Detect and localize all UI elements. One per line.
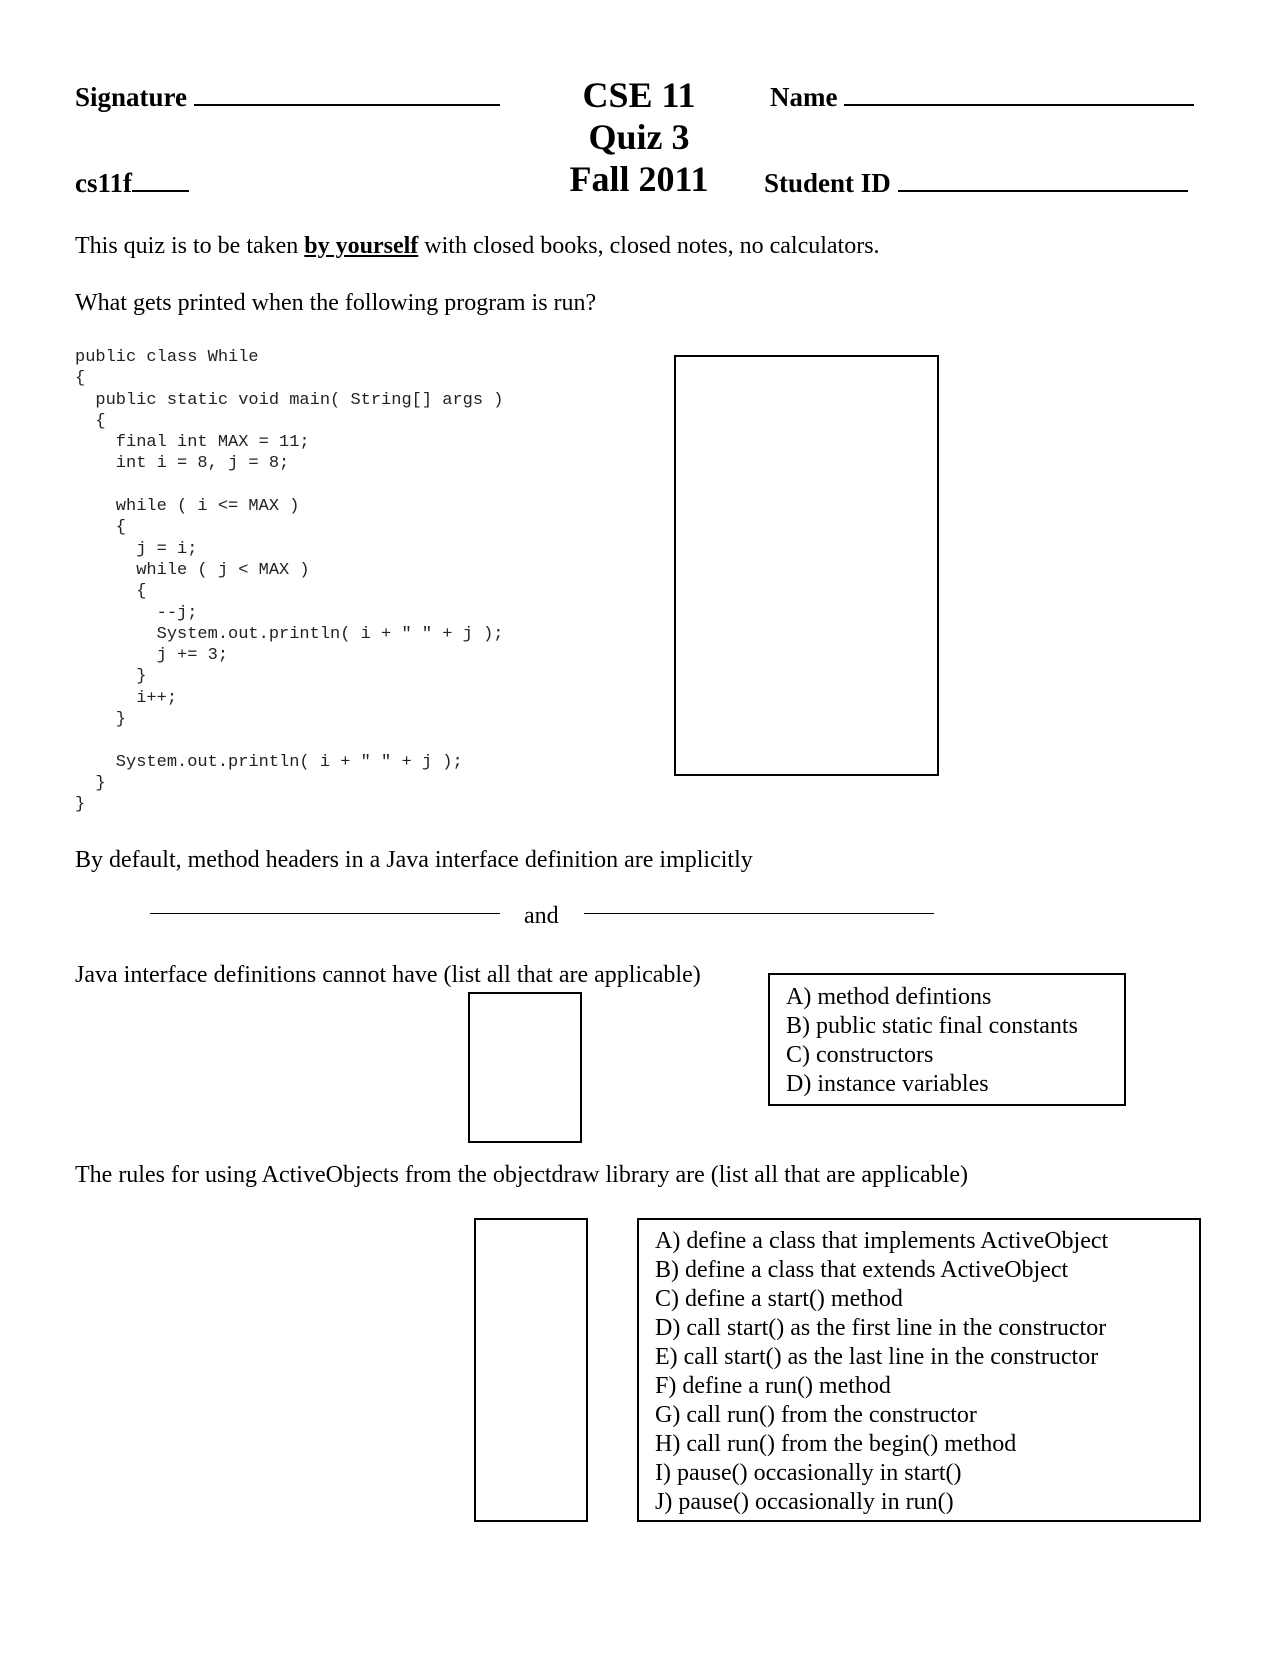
q1-code: public class While { public static void main( String[] args ) { final int MAX = 11; int i = 8, j = 8; while ( i <= MAX ) { j = i; while ( j < MAX ) { --j; System.out.println( i + " " + j ); j += 3; } i++; } System.out.println( i + " " + j ); } }	[75, 348, 504, 815]
q4-option: C) define a start() method	[655, 1286, 903, 1312]
signature-field	[75, 82, 500, 113]
q4-option: A) define a class that implements ActiveObject	[655, 1228, 1109, 1254]
instructions-before: This quiz is to be taken	[75, 233, 305, 259]
q4-option: D) call start() as the first line in the constructor	[655, 1315, 1107, 1341]
login-line[interactable]	[132, 189, 189, 192]
q4-option: H) call run() from the begin() method	[655, 1431, 1017, 1457]
q4-prompt: The rules for using ActiveObjects from the objectdraw library are (list all that are applicable)	[75, 1162, 968, 1188]
q2-conjunction: and	[524, 903, 559, 929]
student-id-field	[764, 168, 1188, 199]
q2-blank-2[interactable]	[584, 913, 934, 914]
instructions-after: with closed books, closed notes, no calculators.	[418, 233, 880, 259]
signature-label: Signature	[75, 82, 188, 112]
q4-option: J) pause() occasionally in run()	[655, 1489, 954, 1515]
name-label: Name	[770, 82, 838, 112]
q4-option: I) pause() occasionally in start()	[655, 1460, 962, 1486]
q3-option: C) constructors	[786, 1042, 934, 1068]
student-id-line[interactable]	[898, 189, 1188, 192]
q2-blank-1[interactable]	[150, 913, 500, 914]
q4-option: B) define a class that extends ActiveObject	[655, 1257, 1069, 1283]
q4-options-box	[637, 1218, 1201, 1522]
course-title: CSE 11	[582, 75, 696, 115]
term-title: Fall 2011	[569, 159, 709, 199]
q3-prompt: Java interface definitions cannot have (list all that are applicable)	[75, 962, 701, 988]
q3-option: D) instance variables	[786, 1071, 989, 1097]
name-field	[770, 82, 1194, 113]
q3-option: B) public static final constants	[786, 1013, 1078, 1039]
student-id-label: Student ID	[764, 168, 891, 198]
q1-prompt: What gets printed when the following program is run?	[75, 290, 597, 316]
signature-line[interactable]	[194, 103, 500, 106]
q3-option: A) method defintions	[786, 984, 992, 1010]
q2-prompt: By default, method headers in a Java interface definition are implicitly	[75, 847, 753, 873]
q4-answer-box[interactable]	[474, 1218, 588, 1522]
q4-option: G) call run() from the constructor	[655, 1402, 977, 1428]
name-line[interactable]	[844, 103, 1194, 106]
instructions-emphasis: by yourself	[304, 233, 419, 259]
instructions	[75, 233, 880, 260]
q3-options-box	[768, 973, 1126, 1106]
q3-answer-box[interactable]	[468, 992, 582, 1143]
login-label: cs11f	[75, 168, 132, 198]
login-field	[75, 168, 189, 199]
quiz-title: Quiz 3	[588, 117, 690, 157]
q1-answer-box[interactable]	[674, 355, 939, 776]
q4-option: E) call start() as the last line in the constructor	[655, 1344, 1099, 1370]
q4-option: F) define a run() method	[655, 1373, 891, 1399]
